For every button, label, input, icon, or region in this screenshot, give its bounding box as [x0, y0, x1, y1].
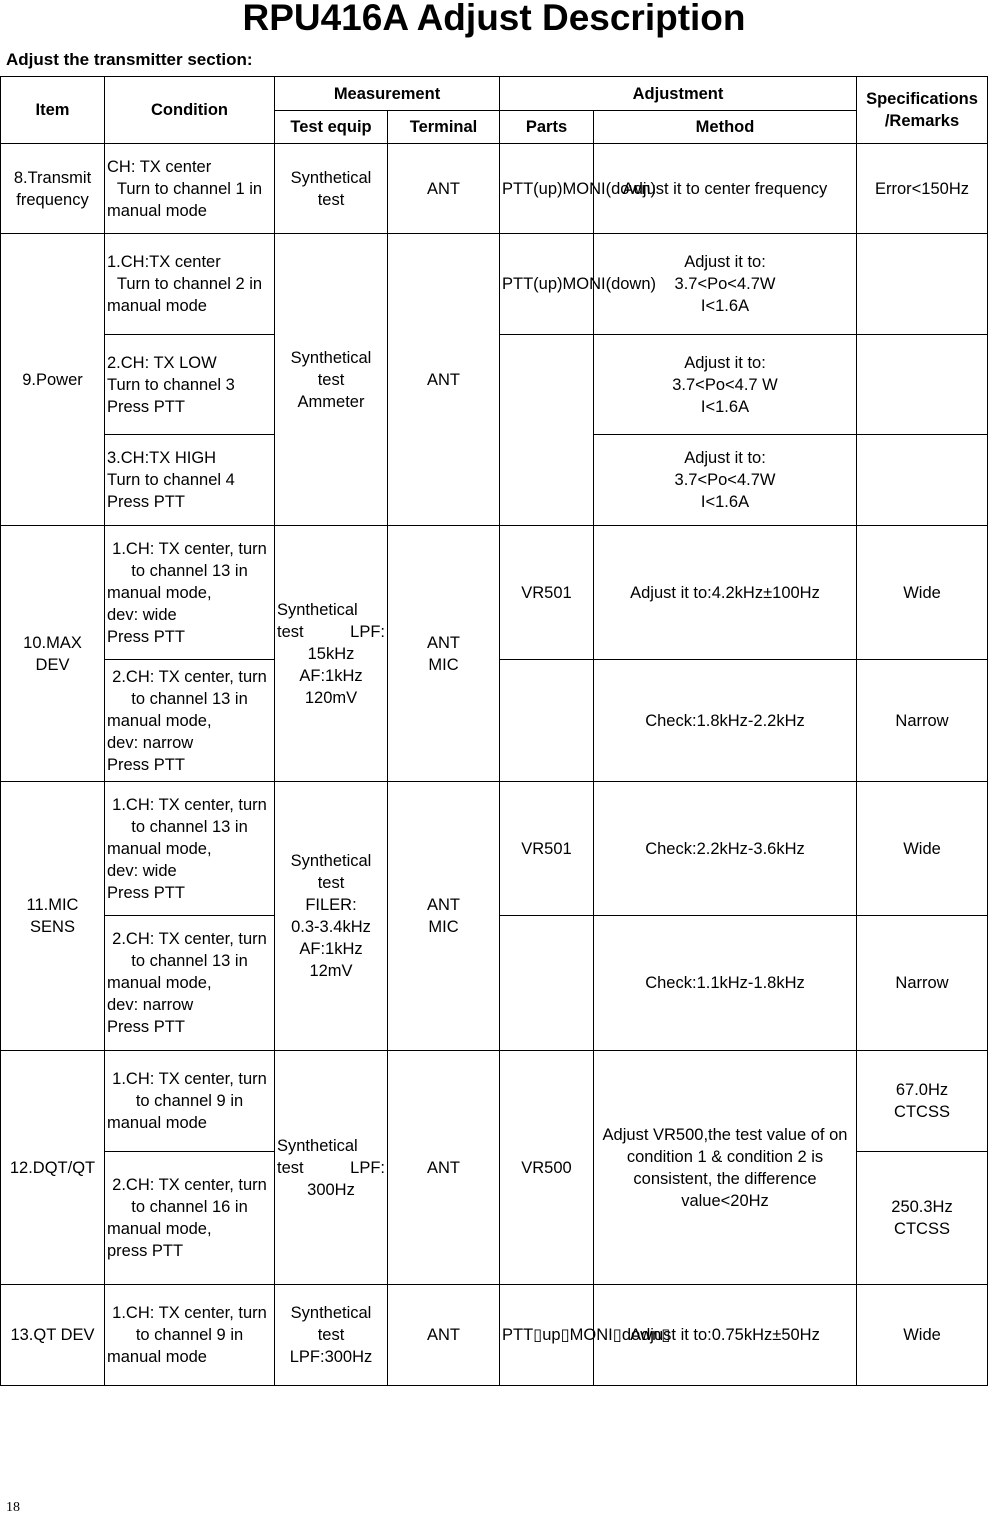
method-cell: Adjust it to: 3.7<Po<4.7 W I<1.6A [594, 335, 857, 435]
equip-cell: Synthetical test LPF: 15kHz AF:1kHz 120mV [275, 526, 388, 782]
terminal-cell: ANT [388, 234, 500, 526]
table-row [1, 526, 988, 660]
parts-cell [500, 916, 594, 1051]
condition-cell: 1.CH: TX center, turn to channel 13 in manual mode, dev: wide Press PTT [105, 526, 275, 660]
item-cell: 13.QT DEV [1, 1285, 105, 1386]
condition-cell: 1.CH: TX center, turn to channel 9 in manual mode [105, 1051, 275, 1152]
item-cell: 10.MAX DEV [1, 526, 105, 782]
condition-cell: 2.CH: TX center, turn to channel 16 in manual mode, press PTT [105, 1152, 275, 1285]
header-terminal: Terminal [388, 111, 500, 144]
method-cell: Check:1.1kHz-1.8kHz [594, 916, 857, 1051]
spec-cell: Narrow [857, 660, 988, 782]
terminal-cell: ANT [388, 1285, 500, 1386]
terminal-cell: ANT [388, 144, 500, 234]
equip-cell: Synthetical test FILER: 0.3-3.4kHz AF:1kHz 12mV [275, 782, 388, 1051]
condition-cell: 1.CH: TX center, turn to channel 9 in manual mode [105, 1285, 275, 1386]
spec-cell [857, 335, 988, 435]
equip-cell: Synthetical test [275, 144, 388, 234]
table-row [1, 144, 988, 234]
method-cell: Adjust it to:0.75kHz±50Hz [594, 1285, 857, 1386]
equip-cell: Synthetical test Ammeter [275, 234, 388, 526]
item-cell: 9.Power [1, 234, 105, 526]
condition-cell: 1.CH:TX center Turn to channel 2 in manual mode [105, 234, 275, 335]
method-cell: Check:1.8kHz-2.2kHz [594, 660, 857, 782]
item-cell: 12.DQT/QT [1, 1051, 105, 1285]
parts-cell: PTT▯up▯MONI▯down▯ [500, 1285, 594, 1386]
item-cell: 11.MIC SENS [1, 782, 105, 1051]
condition-cell: 2.CH: TX LOW Turn to channel 3 Press PTT [105, 335, 275, 435]
condition-cell: 2.CH: TX center, turn to channel 13 in manual mode, dev: narrow Press PTT [105, 660, 275, 782]
section-subtitle: Adjust the transmitter section: [6, 50, 253, 69]
page-number: 18 [6, 1500, 20, 1515]
parts-cell: PTT(up)MONI(down) [500, 234, 594, 335]
method-cell: Check:2.2kHz-3.6kHz [594, 782, 857, 916]
terminal-cell: ANT [388, 1051, 500, 1285]
terminal-cell: ANT MIC [388, 782, 500, 1051]
table-row [1, 1285, 988, 1386]
terminal-cell: ANT MIC [388, 526, 500, 782]
equip-cell: Synthetical test LPF:300Hz [275, 1285, 388, 1386]
header-measurement: Measurement [275, 77, 500, 111]
spec-cell [857, 435, 988, 526]
parts-cell: PTT(up)MONI(down) [500, 144, 594, 234]
header-test-equip: Test equip [275, 111, 388, 144]
header-specifications: Specifications /Remarks [857, 77, 988, 144]
parts-cell [500, 660, 594, 782]
page-title: RPU416A Adjust Description [242, 0, 746, 38]
header-condition: Condition [105, 77, 275, 144]
table-row [1, 782, 988, 916]
method-cell: Adjust it to: 3.7<Po<4.7W I<1.6A [594, 234, 857, 335]
header-adjustment: Adjustment [500, 77, 857, 111]
equip-cell: Synthetical test LPF: 300Hz [275, 1051, 388, 1285]
method-cell: Adjust it to: 3.7<Po<4.7W I<1.6A [594, 435, 857, 526]
table-row [1, 1051, 988, 1152]
parts-cell: VR501 [500, 782, 594, 916]
method-cell: Adjust VR500,the test value of on condition 1 & condition 2 is consistent, the difference value<20Hz [594, 1051, 857, 1285]
condition-cell: 2.CH: TX center, turn to channel 13 in manual mode, dev: narrow Press PTT [105, 916, 275, 1051]
parts-cell [500, 335, 594, 526]
method-cell: Adjust it to:4.2kHz±100Hz [594, 526, 857, 660]
spec-cell: 67.0Hz CTCSS [857, 1051, 988, 1152]
spec-cell: Error<150Hz [857, 144, 988, 234]
adjust-table [0, 76, 988, 1386]
header-method: Method [594, 111, 857, 144]
header-parts: Parts [500, 111, 594, 144]
condition-cell: CH: TX center Turn to channel 1 in manual mode [105, 144, 275, 234]
item-cell: 8.Transmit frequency [1, 144, 105, 234]
header-item: Item [1, 77, 105, 144]
spec-cell: Wide [857, 1285, 988, 1386]
spec-cell: 250.3Hz CTCSS [857, 1152, 988, 1285]
condition-cell: 1.CH: TX center, turn to channel 13 in manual mode, dev: wide Press PTT [105, 782, 275, 916]
table-row [1, 234, 988, 335]
spec-cell: Wide [857, 526, 988, 660]
parts-cell: VR500 [500, 1051, 594, 1285]
spec-cell: Wide [857, 782, 988, 916]
method-cell: Adjust it to center frequency [594, 144, 857, 234]
condition-cell: 3.CH:TX HIGH Turn to channel 4 Press PTT [105, 435, 275, 526]
spec-cell: Narrow [857, 916, 988, 1051]
parts-cell: VR501 [500, 526, 594, 660]
spec-cell [857, 234, 988, 335]
